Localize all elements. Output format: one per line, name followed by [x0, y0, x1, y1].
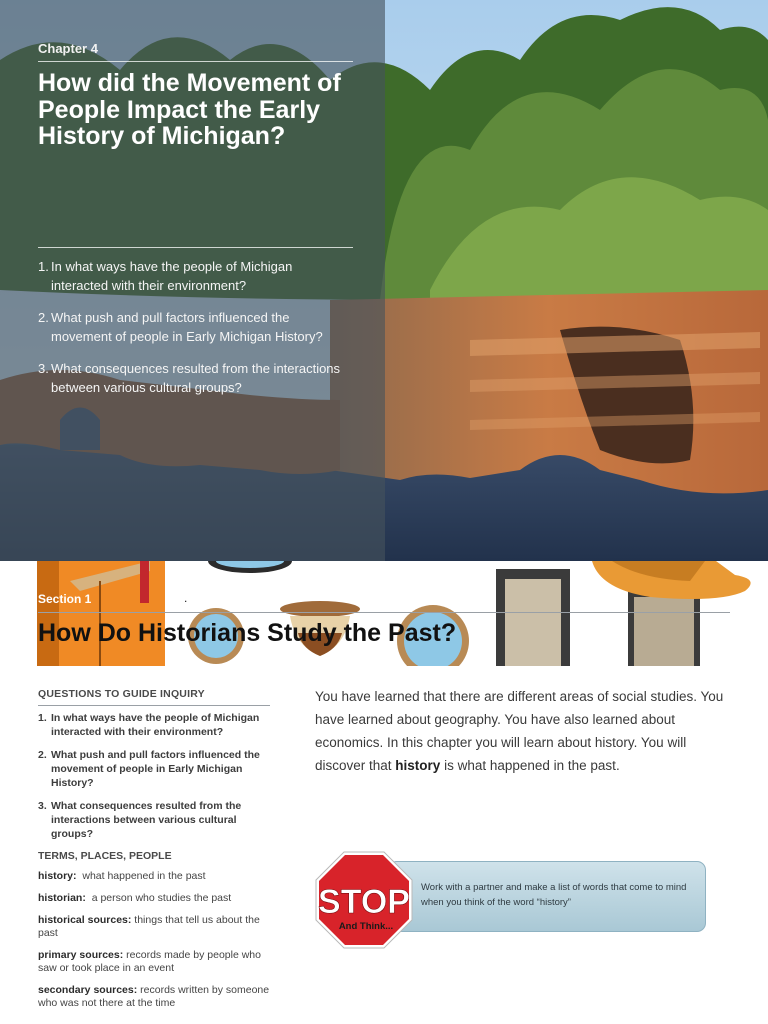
term-word: historian: [38, 892, 86, 904]
stop-and-think-prompt: Work with a partner and make a list of words that come to mind when you think of the word “history” [421, 882, 687, 908]
terms-heading: TERMS, PLACES, PEOPLE [38, 850, 172, 862]
inquiry-sidebar [38, 688, 270, 1019]
term-entry [38, 914, 270, 940]
question-text: What push and pull factors influenced the movement of people in Early Michigan History? [51, 749, 260, 789]
inquiry-question [38, 799, 270, 841]
stop-sign-icon [315, 851, 413, 949]
divider [38, 61, 353, 62]
inquiry-question [38, 748, 270, 790]
chapter-question [38, 309, 348, 346]
inquiry-questions [38, 711, 270, 841]
intro-paragraph [315, 685, 735, 777]
term-definition: what happened in the past [82, 870, 206, 882]
term-word: history: [38, 870, 77, 882]
chapter-question [38, 360, 348, 397]
term-definition: records made by people who saw or took place in an event [38, 949, 261, 974]
chapter-title: How did the Movement of People Impact the Early History of Michigan? [38, 69, 341, 150]
question-number: 1. [38, 712, 47, 724]
question-number: 3. [38, 361, 49, 376]
term-definition: things that tell us about the past [38, 914, 260, 939]
question-text: What consequences resulted from the interactions between various cultural groups? [51, 361, 341, 395]
term-word: primary sources: [38, 949, 124, 961]
question-text: What consequences resulted from the interactions between various cultural groups? [51, 800, 242, 840]
inquiry-question [38, 711, 270, 739]
section-label: Section 1 [38, 592, 92, 606]
chapter-questions [38, 258, 348, 411]
term-word: secondary sources: [38, 984, 138, 996]
inquiry-heading: QUESTIONS TO GUIDE INQUIRY [38, 688, 205, 700]
term-entry [38, 870, 270, 883]
term-entry [38, 892, 270, 905]
question-number: 2. [38, 310, 49, 325]
question-text: What push and pull factors influenced the movement of people in Early Michigan History? [51, 310, 323, 344]
question-text: In what ways have the people of Michigan interacted with their environment? [51, 712, 260, 738]
intro-text: You have learned that there are different areas of social studies. You have learned about geography. You have also learned about economics. In this chapter you will learn about history. You will discover that [315, 689, 724, 773]
key-term-history: history [395, 758, 441, 773]
intro-text-end: is what happened in the past. [440, 758, 620, 773]
divider [38, 705, 270, 706]
question-number: 1. [38, 259, 49, 274]
section-dot: . [184, 591, 188, 605]
section-title: How Do Historians Study the Past? [38, 619, 457, 647]
term-definition: a person who studies the past [91, 892, 232, 904]
term-word: historical sources: [38, 914, 132, 926]
chapter-question [38, 258, 348, 295]
stop-sign-word: STOP [318, 883, 410, 921]
chapter-label: Chapter 4 [38, 41, 98, 56]
section-banner [0, 561, 768, 666]
question-number: 3. [38, 800, 47, 812]
question-text: In what ways have the people of Michigan interacted with their environment? [51, 259, 293, 293]
stop-sign-subtext: And Think... [338, 921, 394, 932]
term-entry [38, 984, 270, 1010]
term-definition: records written by someone who was not there at the time [38, 984, 270, 1009]
term-entry [38, 949, 270, 975]
history-tools-illustration [0, 561, 768, 666]
divider [38, 612, 730, 613]
divider [38, 247, 353, 248]
question-number: 2. [38, 749, 47, 761]
